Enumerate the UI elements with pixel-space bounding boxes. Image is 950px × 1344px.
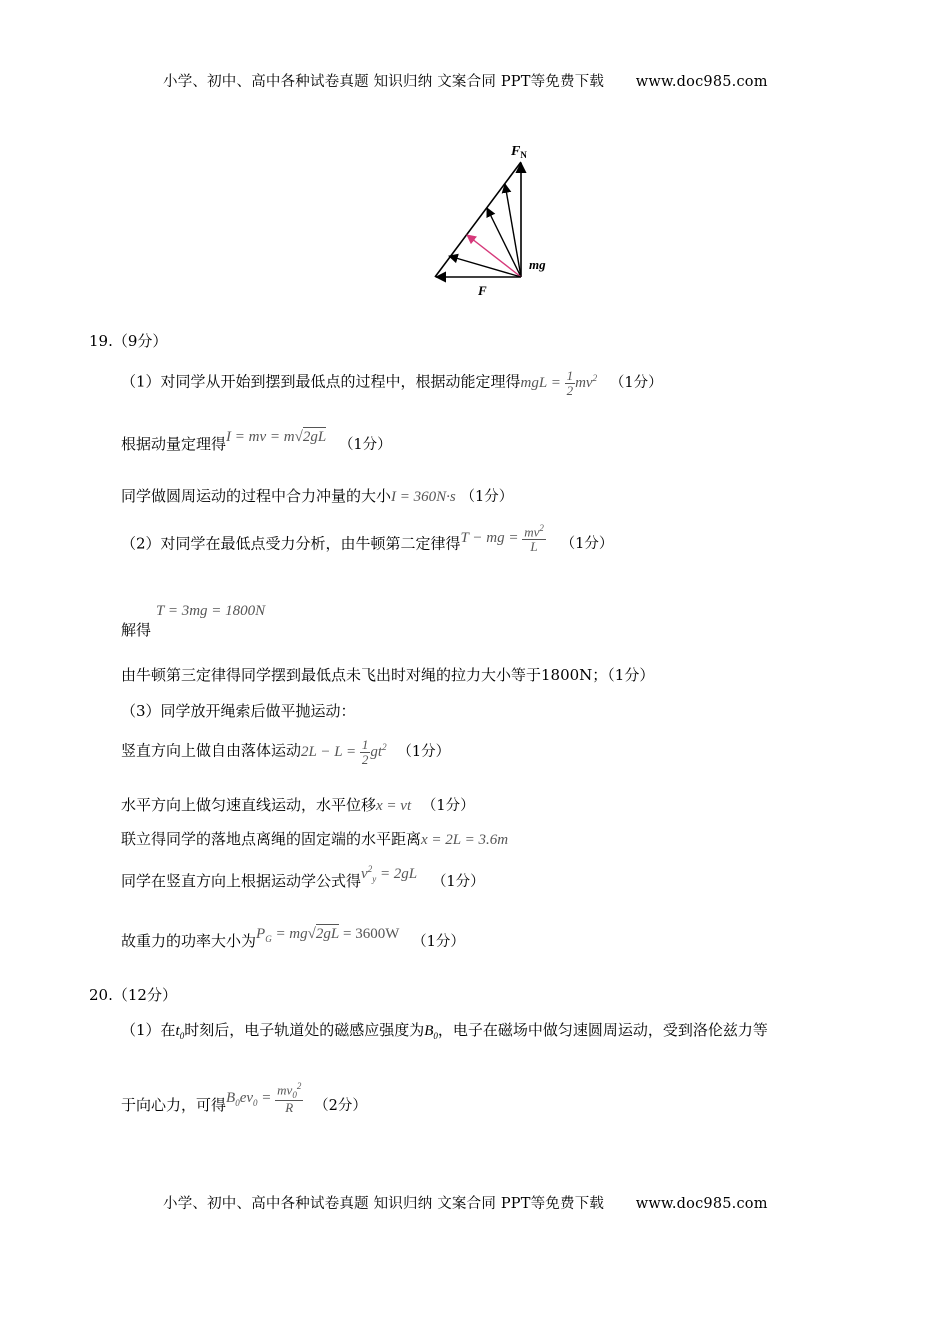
q19-line-7: （3）同学放开绳索后做平抛运动：: [121, 702, 356, 720]
q19-line-4-text: （2）对同学在最低点受力分析，由牛顿第二定律得: [121, 534, 461, 553]
force-arrow-2: [487, 208, 521, 277]
q19-line-8-text: 竖直方向上做自由落体运动: [121, 741, 302, 760]
q19-line-8-math: 2L − L = $\frac{1}{2}$ $gt^2$: [301, 737, 387, 767]
q19-line-11-points: （1分）: [431, 874, 485, 890]
q20-line-2-text: 于向心力，可得: [121, 1095, 227, 1114]
q19-line-11-math: $v^2_y = 2gL$: [361, 864, 418, 884]
q19-line-11: [121, 864, 485, 892]
q19-line-3-points: （1分）: [460, 489, 514, 505]
q19-line-3: [121, 485, 513, 506]
q19-line-12-points: （1分）: [412, 934, 465, 950]
label-f: F: [478, 283, 487, 298]
page-header: [163, 70, 768, 91]
q19-line-4-points: （1分）: [560, 536, 614, 553]
q19-line-2-points: （1分）: [338, 437, 392, 453]
label-mg: mg: [529, 257, 546, 272]
q20-t0: $t_0$: [175, 1023, 185, 1041]
q19-line-12-math: $P_G = mg√2gL = 3600W$: [256, 926, 400, 944]
q19-line-10-text: 联立得同学的落地点离绳的固定端的水平距离: [121, 830, 422, 848]
q19-line-1-text: （1）对同学从开始到摆到最低点的过程中，根据动能定理得: [121, 372, 521, 391]
q19-line-3-math: I = 360N·s: [391, 489, 456, 505]
q19-line-8: [121, 738, 450, 766]
force-diagram: [425, 135, 565, 305]
q20-line-2: [121, 1081, 367, 1123]
q19-line-1-points: （1分）: [609, 374, 663, 391]
footer-url: www.doc985.com: [635, 1196, 768, 1212]
q19-line-10: [121, 828, 508, 849]
q19-line-4-math: T − mg = $\frac{mv^2}{L}$: [460, 523, 544, 554]
q19-line-5-math: T = 3mg = 1800N: [156, 603, 266, 619]
q19-line-9-text: 水平方向上做匀速直线运动，水平位移: [121, 796, 377, 814]
q19-line-9-math: x = vt: [376, 798, 412, 814]
q19-line-2-text: 根据动量定理得: [121, 435, 227, 453]
q19-line-12-text: 故重力的功率大小为: [121, 932, 257, 950]
footer-text: 小学、初中、高中各种试卷真题 知识归纳 文案合同 PPT等免费下载: [163, 1196, 605, 1212]
force-arrow-pink: [467, 235, 521, 277]
q19-heading: 19.（9分）: [89, 332, 168, 350]
q19-line-4: [121, 523, 614, 560]
q19-line-2: [121, 429, 392, 454]
q20-line-2-math: $B_0ev_0$ = $\frac{mv_0^2}{R}$: [226, 1081, 302, 1116]
header-text: 小学、初中、高中各种试卷真题 知识归纳 文案合同 PPT等免费下载: [163, 74, 605, 90]
page-footer: [163, 1192, 768, 1213]
force-arrow-1: [505, 184, 521, 277]
q19-line-8-points: （1分）: [397, 743, 451, 760]
q20-line-1: （1）在$t_0$时刻后，电子轨道处的磁感应强度为$B_0$，电子在磁场中做匀速圆周运动，受到洛伦兹力等: [121, 1021, 768, 1041]
triangle-hypotenuse: [435, 162, 521, 277]
q19-line-10-math: x = 2L = 3.6m: [421, 832, 509, 848]
q20-b0: $B_0$: [424, 1023, 438, 1041]
label-fn: $F_N$: [511, 144, 527, 160]
q19-line-9: [121, 794, 475, 815]
force-arrow-3: [449, 256, 521, 277]
q20-line-2-points: （2分）: [314, 1097, 367, 1114]
q19-line-2-math: I = mv = m√2gL: [226, 429, 327, 445]
q19-line-9-points: （1分）: [421, 798, 475, 814]
header-url: www.doc985.com: [635, 74, 768, 90]
q19-line-12: [121, 926, 465, 952]
q19-line-1-math: mgL = $\frac{1}{2}$ $mv^2$: [520, 368, 598, 398]
q20-heading: 20.（12分）: [89, 986, 177, 1004]
q19-line-6: 由牛顿第三定律得同学摆到最低点未飞出时对绳的拉力大小等于1800N；（1分）: [121, 666, 655, 684]
q19-line-1: [121, 369, 663, 397]
q19-line-3-text: 同学做圆周运动的过程中合力冲量的大小: [121, 487, 392, 505]
q19-line-11-text: 同学在竖直方向上根据运动学公式得: [121, 872, 362, 890]
q19-line-5-text: 解得: [121, 621, 152, 639]
